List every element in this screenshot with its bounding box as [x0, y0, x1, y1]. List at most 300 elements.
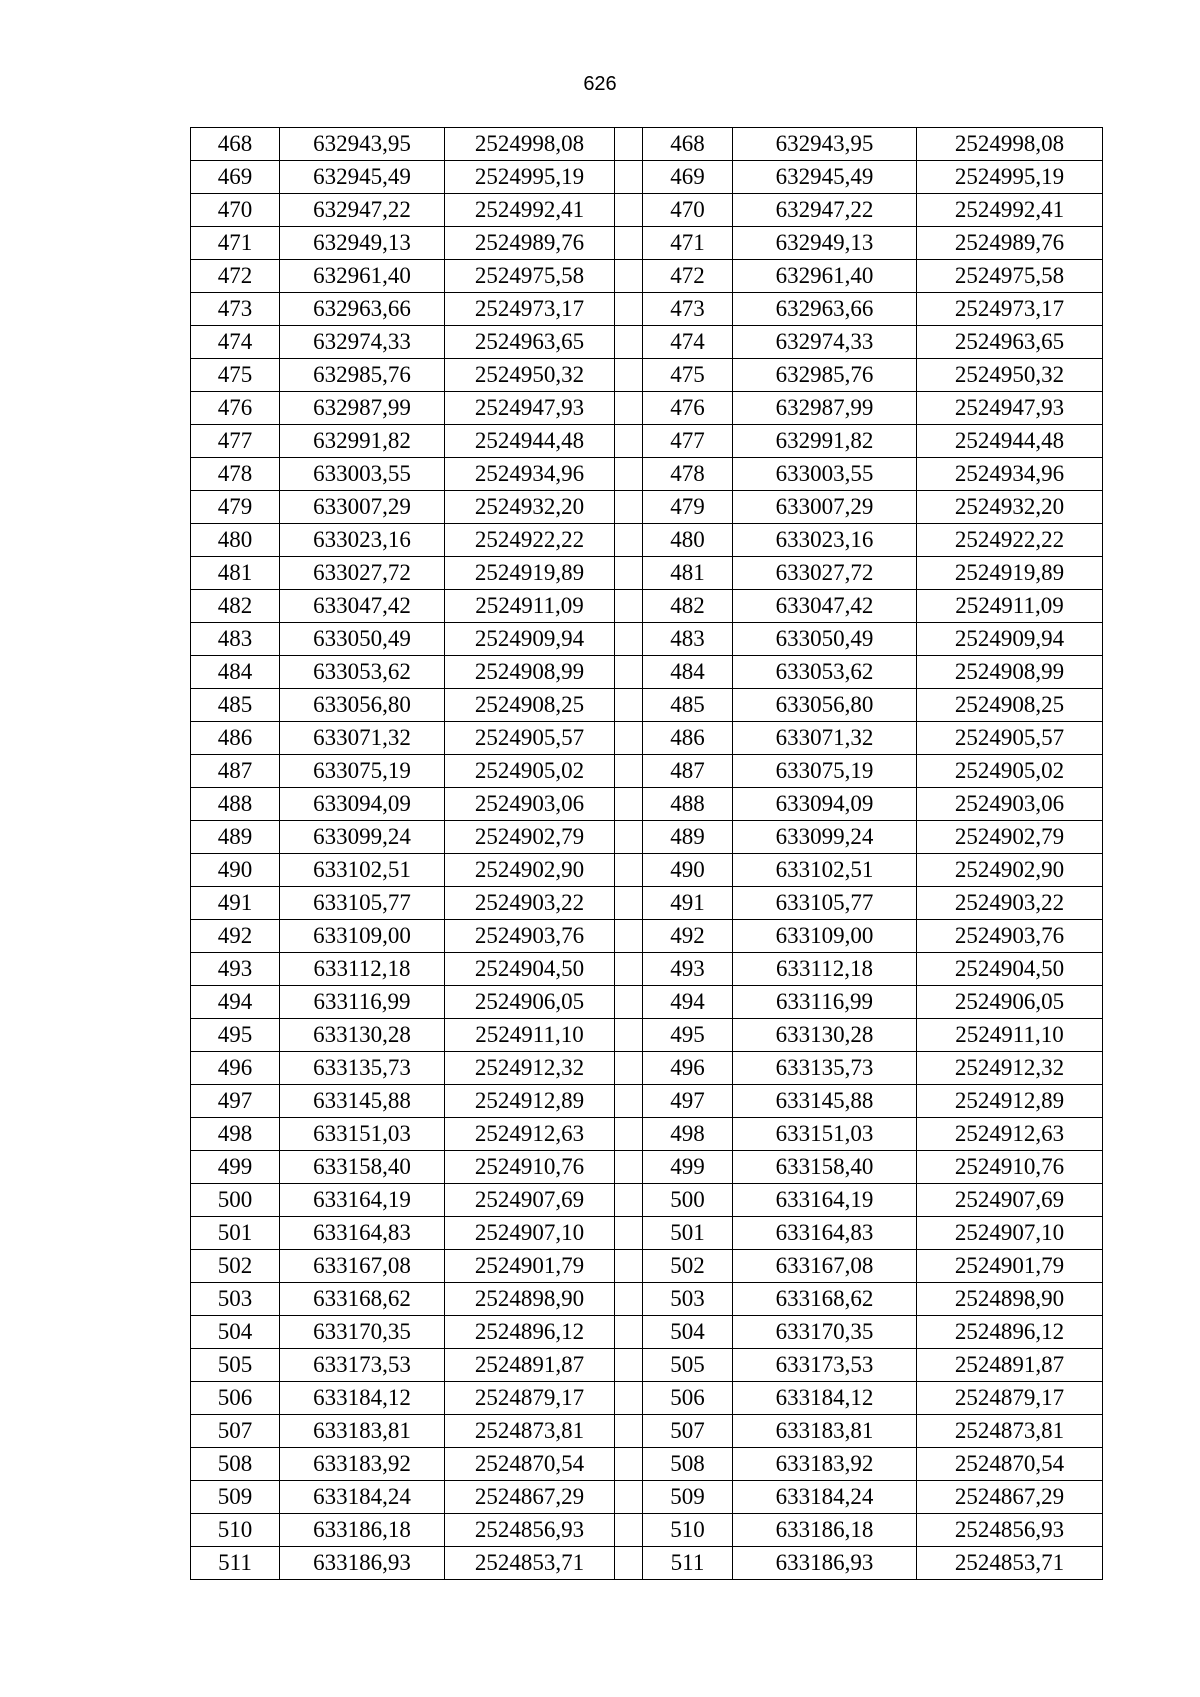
point-number-cell-dup: 472 [643, 260, 733, 293]
x-coordinate-cell-dup: 633183,92 [733, 1448, 917, 1481]
point-number-cell: 496 [191, 1052, 280, 1085]
y-coordinate-cell-dup: 2524896,12 [917, 1316, 1103, 1349]
x-coordinate-cell: 632991,82 [280, 425, 445, 458]
spacer-cell [615, 953, 643, 986]
y-coordinate-cell: 2524908,99 [445, 656, 615, 689]
x-coordinate-cell-dup: 633116,99 [733, 986, 917, 1019]
x-coordinate-cell: 633007,29 [280, 491, 445, 524]
y-coordinate-cell: 2524870,54 [445, 1448, 615, 1481]
spacer-cell [615, 821, 643, 854]
y-coordinate-cell-dup: 2524898,90 [917, 1283, 1103, 1316]
y-coordinate-cell: 2524856,93 [445, 1514, 615, 1547]
point-number-cell-dup: 487 [643, 755, 733, 788]
y-coordinate-cell-dup: 2524908,25 [917, 689, 1103, 722]
x-coordinate-cell: 633047,42 [280, 590, 445, 623]
point-number-cell: 510 [191, 1514, 280, 1547]
x-coordinate-cell-dup: 633170,35 [733, 1316, 917, 1349]
table-row [191, 1151, 1103, 1184]
point-number-cell: 481 [191, 557, 280, 590]
y-coordinate-cell: 2524950,32 [445, 359, 615, 392]
y-coordinate-cell-dup: 2524873,81 [917, 1415, 1103, 1448]
x-coordinate-cell-dup: 633145,88 [733, 1085, 917, 1118]
y-coordinate-cell: 2524934,96 [445, 458, 615, 491]
y-coordinate-cell: 2524907,10 [445, 1217, 615, 1250]
point-number-cell-dup: 484 [643, 656, 733, 689]
y-coordinate-cell-dup: 2524944,48 [917, 425, 1103, 458]
point-number-cell: 497 [191, 1085, 280, 1118]
table-row [191, 491, 1103, 524]
y-coordinate-cell-dup: 2524904,50 [917, 953, 1103, 986]
x-coordinate-cell-dup: 632945,49 [733, 161, 917, 194]
y-coordinate-cell-dup: 2524975,58 [917, 260, 1103, 293]
spacer-cell [615, 128, 643, 161]
x-coordinate-cell-dup: 632985,76 [733, 359, 917, 392]
y-coordinate-cell: 2524907,69 [445, 1184, 615, 1217]
spacer-cell [615, 1217, 643, 1250]
x-coordinate-cell: 633184,24 [280, 1481, 445, 1514]
y-coordinate-cell: 2524922,22 [445, 524, 615, 557]
y-coordinate-cell: 2524947,93 [445, 392, 615, 425]
y-coordinate-cell-dup: 2524906,05 [917, 986, 1103, 1019]
y-coordinate-cell: 2524911,09 [445, 590, 615, 623]
y-coordinate-cell-dup: 2524867,29 [917, 1481, 1103, 1514]
spacer-cell [615, 1151, 643, 1184]
x-coordinate-cell-dup: 633186,93 [733, 1547, 917, 1580]
spacer-cell [615, 1481, 643, 1514]
point-number-cell: 474 [191, 326, 280, 359]
spacer-cell [615, 326, 643, 359]
point-number-cell: 494 [191, 986, 280, 1019]
x-coordinate-cell-dup: 632949,13 [733, 227, 917, 260]
table-row [191, 1481, 1103, 1514]
point-number-cell-dup: 499 [643, 1151, 733, 1184]
table-row [191, 458, 1103, 491]
x-coordinate-cell: 633099,24 [280, 821, 445, 854]
spacer-cell [615, 425, 643, 458]
point-number-cell-dup: 488 [643, 788, 733, 821]
point-number-cell: 511 [191, 1547, 280, 1580]
table-row [191, 689, 1103, 722]
table-row [191, 194, 1103, 227]
spacer-cell [615, 1085, 643, 1118]
table-row [191, 1217, 1103, 1250]
table-row [191, 1448, 1103, 1481]
point-number-cell-dup: 474 [643, 326, 733, 359]
spacer-cell [615, 689, 643, 722]
x-coordinate-cell-dup: 633151,03 [733, 1118, 917, 1151]
y-coordinate-cell-dup: 2524909,94 [917, 623, 1103, 656]
spacer-cell [615, 1514, 643, 1547]
y-coordinate-cell-dup: 2524912,63 [917, 1118, 1103, 1151]
point-number-cell: 505 [191, 1349, 280, 1382]
x-coordinate-cell-dup: 633003,55 [733, 458, 917, 491]
point-number-cell: 483 [191, 623, 280, 656]
point-number-cell-dup: 503 [643, 1283, 733, 1316]
point-number-cell-dup: 477 [643, 425, 733, 458]
point-number-cell: 479 [191, 491, 280, 524]
y-coordinate-cell: 2524902,79 [445, 821, 615, 854]
point-number-cell: 484 [191, 656, 280, 689]
x-coordinate-cell-dup: 633167,08 [733, 1250, 917, 1283]
x-coordinate-cell-dup: 633130,28 [733, 1019, 917, 1052]
table-row [191, 1316, 1103, 1349]
x-coordinate-cell-dup: 633027,72 [733, 557, 917, 590]
y-coordinate-cell-dup: 2524870,54 [917, 1448, 1103, 1481]
y-coordinate-cell: 2524896,12 [445, 1316, 615, 1349]
table-row [191, 1052, 1103, 1085]
point-number-cell: 478 [191, 458, 280, 491]
x-coordinate-cell: 632987,99 [280, 392, 445, 425]
point-number-cell-dup: 507 [643, 1415, 733, 1448]
x-coordinate-cell-dup: 633071,32 [733, 722, 917, 755]
y-coordinate-cell-dup: 2524903,22 [917, 887, 1103, 920]
spacer-cell [615, 887, 643, 920]
x-coordinate-cell-dup: 633158,40 [733, 1151, 917, 1184]
x-coordinate-cell: 633094,09 [280, 788, 445, 821]
y-coordinate-cell-dup: 2524891,87 [917, 1349, 1103, 1382]
table-row [191, 887, 1103, 920]
table-row [191, 1250, 1103, 1283]
spacer-cell [615, 524, 643, 557]
x-coordinate-cell: 633158,40 [280, 1151, 445, 1184]
y-coordinate-cell-dup: 2524973,17 [917, 293, 1103, 326]
spacer-cell [615, 1547, 643, 1580]
x-coordinate-cell: 633183,92 [280, 1448, 445, 1481]
table-row [191, 1349, 1103, 1382]
point-number-cell: 480 [191, 524, 280, 557]
y-coordinate-cell-dup: 2524902,79 [917, 821, 1103, 854]
spacer-cell [615, 392, 643, 425]
x-coordinate-cell: 633186,93 [280, 1547, 445, 1580]
spacer-cell [615, 458, 643, 491]
x-coordinate-cell: 633170,35 [280, 1316, 445, 1349]
x-coordinate-cell-dup: 632974,33 [733, 326, 917, 359]
y-coordinate-cell-dup: 2524905,02 [917, 755, 1103, 788]
y-coordinate-cell-dup: 2524903,06 [917, 788, 1103, 821]
y-coordinate-cell: 2524867,29 [445, 1481, 615, 1514]
x-coordinate-cell: 632974,33 [280, 326, 445, 359]
point-number-cell: 486 [191, 722, 280, 755]
y-coordinate-cell: 2524992,41 [445, 194, 615, 227]
table-row [191, 1118, 1103, 1151]
y-coordinate-cell: 2524902,90 [445, 854, 615, 887]
y-coordinate-cell: 2524910,76 [445, 1151, 615, 1184]
point-number-cell: 492 [191, 920, 280, 953]
point-number-cell-dup: 508 [643, 1448, 733, 1481]
x-coordinate-cell: 633112,18 [280, 953, 445, 986]
x-coordinate-cell-dup: 633164,83 [733, 1217, 917, 1250]
y-coordinate-cell-dup: 2524879,17 [917, 1382, 1103, 1415]
x-coordinate-cell-dup: 633075,19 [733, 755, 917, 788]
table-row [191, 821, 1103, 854]
x-coordinate-cell-dup: 633184,24 [733, 1481, 917, 1514]
y-coordinate-cell-dup: 2524853,71 [917, 1547, 1103, 1580]
point-number-cell-dup: 502 [643, 1250, 733, 1283]
y-coordinate-cell-dup: 2524902,90 [917, 854, 1103, 887]
x-coordinate-cell-dup: 633094,09 [733, 788, 917, 821]
point-number-cell-dup: 497 [643, 1085, 733, 1118]
table-row [191, 1019, 1103, 1052]
point-number-cell: 489 [191, 821, 280, 854]
y-coordinate-cell-dup: 2524919,89 [917, 557, 1103, 590]
y-coordinate-cell: 2524891,87 [445, 1349, 615, 1382]
point-number-cell: 471 [191, 227, 280, 260]
table-row [191, 1415, 1103, 1448]
x-coordinate-cell-dup: 633056,80 [733, 689, 917, 722]
spacer-cell [615, 491, 643, 524]
spacer-cell [615, 1184, 643, 1217]
point-number-cell-dup: 493 [643, 953, 733, 986]
table-row [191, 260, 1103, 293]
spacer-cell [615, 194, 643, 227]
point-number-cell-dup: 471 [643, 227, 733, 260]
point-number-cell-dup: 491 [643, 887, 733, 920]
table-row [191, 1547, 1103, 1580]
table-row [191, 1283, 1103, 1316]
y-coordinate-cell-dup: 2524905,57 [917, 722, 1103, 755]
y-coordinate-cell-dup: 2524932,20 [917, 491, 1103, 524]
point-number-cell-dup: 485 [643, 689, 733, 722]
x-coordinate-cell: 633056,80 [280, 689, 445, 722]
point-number-cell: 487 [191, 755, 280, 788]
x-coordinate-cell: 633151,03 [280, 1118, 445, 1151]
point-number-cell-dup: 510 [643, 1514, 733, 1547]
point-number-cell: 470 [191, 194, 280, 227]
y-coordinate-cell: 2524903,22 [445, 887, 615, 920]
y-coordinate-cell-dup: 2524912,32 [917, 1052, 1103, 1085]
x-coordinate-cell: 633183,81 [280, 1415, 445, 1448]
point-number-cell: 477 [191, 425, 280, 458]
point-number-cell: 508 [191, 1448, 280, 1481]
y-coordinate-cell-dup: 2524901,79 [917, 1250, 1103, 1283]
point-number-cell: 490 [191, 854, 280, 887]
spacer-cell [615, 1382, 643, 1415]
table-row [191, 425, 1103, 458]
point-number-cell: 501 [191, 1217, 280, 1250]
coordinates-table-body [191, 128, 1103, 1580]
y-coordinate-cell-dup: 2524907,10 [917, 1217, 1103, 1250]
x-coordinate-cell: 633164,83 [280, 1217, 445, 1250]
point-number-cell-dup: 490 [643, 854, 733, 887]
x-coordinate-cell-dup: 633050,49 [733, 623, 917, 656]
page-number: 626 [583, 73, 617, 95]
table-row [191, 656, 1103, 689]
table-row [191, 557, 1103, 590]
x-coordinate-cell: 633167,08 [280, 1250, 445, 1283]
x-coordinate-cell-dup: 633099,24 [733, 821, 917, 854]
y-coordinate-cell-dup: 2524950,32 [917, 359, 1103, 392]
table-row [191, 755, 1103, 788]
point-number-cell-dup: 504 [643, 1316, 733, 1349]
x-coordinate-cell-dup: 632987,99 [733, 392, 917, 425]
point-number-cell-dup: 475 [643, 359, 733, 392]
point-number-cell: 476 [191, 392, 280, 425]
point-number-cell-dup: 476 [643, 392, 733, 425]
x-coordinate-cell: 633071,32 [280, 722, 445, 755]
table-row [191, 359, 1103, 392]
y-coordinate-cell-dup: 2524995,19 [917, 161, 1103, 194]
x-coordinate-cell: 633109,00 [280, 920, 445, 953]
y-coordinate-cell-dup: 2524922,22 [917, 524, 1103, 557]
point-number-cell: 498 [191, 1118, 280, 1151]
spacer-cell [615, 1283, 643, 1316]
y-coordinate-cell-dup: 2524911,09 [917, 590, 1103, 623]
y-coordinate-cell: 2524905,57 [445, 722, 615, 755]
y-coordinate-cell-dup: 2524907,69 [917, 1184, 1103, 1217]
y-coordinate-cell-dup: 2524963,65 [917, 326, 1103, 359]
spacer-cell [615, 557, 643, 590]
point-number-cell: 502 [191, 1250, 280, 1283]
table-row [191, 161, 1103, 194]
point-number-cell: 468 [191, 128, 280, 161]
x-coordinate-cell: 633053,62 [280, 656, 445, 689]
y-coordinate-cell: 2524919,89 [445, 557, 615, 590]
x-coordinate-cell: 633130,28 [280, 1019, 445, 1052]
point-number-cell-dup: 501 [643, 1217, 733, 1250]
table-row [191, 920, 1103, 953]
y-coordinate-cell: 2524963,65 [445, 326, 615, 359]
point-number-cell-dup: 509 [643, 1481, 733, 1514]
table-row [191, 293, 1103, 326]
x-coordinate-cell-dup: 633109,00 [733, 920, 917, 953]
y-coordinate-cell: 2524932,20 [445, 491, 615, 524]
point-number-cell: 500 [191, 1184, 280, 1217]
x-coordinate-cell-dup: 632947,22 [733, 194, 917, 227]
coordinates-table [190, 127, 1103, 1580]
point-number-cell: 495 [191, 1019, 280, 1052]
point-number-cell-dup: 483 [643, 623, 733, 656]
y-coordinate-cell: 2524912,89 [445, 1085, 615, 1118]
x-coordinate-cell: 632947,22 [280, 194, 445, 227]
table-row [191, 788, 1103, 821]
spacer-cell [615, 590, 643, 623]
x-coordinate-cell: 633173,53 [280, 1349, 445, 1382]
point-number-cell-dup: 495 [643, 1019, 733, 1052]
point-number-cell-dup: 481 [643, 557, 733, 590]
x-coordinate-cell-dup: 632991,82 [733, 425, 917, 458]
x-coordinate-cell: 633135,73 [280, 1052, 445, 1085]
y-coordinate-cell: 2524908,25 [445, 689, 615, 722]
point-number-cell: 504 [191, 1316, 280, 1349]
spacer-cell [615, 986, 643, 1019]
x-coordinate-cell: 633050,49 [280, 623, 445, 656]
point-number-cell-dup: 494 [643, 986, 733, 1019]
spacer-cell [615, 227, 643, 260]
x-coordinate-cell: 633075,19 [280, 755, 445, 788]
y-coordinate-cell-dup: 2524910,76 [917, 1151, 1103, 1184]
y-coordinate-cell: 2524879,17 [445, 1382, 615, 1415]
point-number-cell-dup: 496 [643, 1052, 733, 1085]
y-coordinate-cell: 2524903,06 [445, 788, 615, 821]
point-number-cell-dup: 479 [643, 491, 733, 524]
y-coordinate-cell: 2524912,63 [445, 1118, 615, 1151]
x-coordinate-cell-dup: 633183,81 [733, 1415, 917, 1448]
x-coordinate-cell-dup: 633102,51 [733, 854, 917, 887]
table-row [191, 986, 1103, 1019]
table-row [191, 953, 1103, 986]
table-row [191, 1085, 1103, 1118]
point-number-cell-dup: 498 [643, 1118, 733, 1151]
point-number-cell: 469 [191, 161, 280, 194]
x-coordinate-cell-dup: 633047,42 [733, 590, 917, 623]
spacer-cell [615, 788, 643, 821]
x-coordinate-cell: 633145,88 [280, 1085, 445, 1118]
x-coordinate-cell: 633027,72 [280, 557, 445, 590]
x-coordinate-cell: 633186,18 [280, 1514, 445, 1547]
x-coordinate-cell-dup: 633164,19 [733, 1184, 917, 1217]
spacer-cell [615, 1019, 643, 1052]
table-row [191, 623, 1103, 656]
table-row [191, 722, 1103, 755]
spacer-cell [615, 854, 643, 887]
point-number-cell: 503 [191, 1283, 280, 1316]
table-row [191, 854, 1103, 887]
y-coordinate-cell-dup: 2524912,89 [917, 1085, 1103, 1118]
y-coordinate-cell-dup: 2524992,41 [917, 194, 1103, 227]
point-number-cell: 509 [191, 1481, 280, 1514]
y-coordinate-cell: 2524975,58 [445, 260, 615, 293]
point-number-cell: 472 [191, 260, 280, 293]
x-coordinate-cell: 633105,77 [280, 887, 445, 920]
x-coordinate-cell: 632949,13 [280, 227, 445, 260]
x-coordinate-cell-dup: 633105,77 [733, 887, 917, 920]
y-coordinate-cell: 2524911,10 [445, 1019, 615, 1052]
x-coordinate-cell-dup: 632943,95 [733, 128, 917, 161]
spacer-cell [615, 1349, 643, 1382]
x-coordinate-cell: 633184,12 [280, 1382, 445, 1415]
spacer-cell [615, 359, 643, 392]
point-number-cell-dup: 470 [643, 194, 733, 227]
spacer-cell [615, 260, 643, 293]
point-number-cell-dup: 469 [643, 161, 733, 194]
table-row [191, 392, 1103, 425]
y-coordinate-cell-dup: 2524989,76 [917, 227, 1103, 260]
x-coordinate-cell-dup: 633023,16 [733, 524, 917, 557]
x-coordinate-cell-dup: 633184,12 [733, 1382, 917, 1415]
y-coordinate-cell-dup: 2524998,08 [917, 128, 1103, 161]
point-number-cell: 506 [191, 1382, 280, 1415]
point-number-cell-dup: 500 [643, 1184, 733, 1217]
y-coordinate-cell: 2524995,19 [445, 161, 615, 194]
x-coordinate-cell-dup: 633135,73 [733, 1052, 917, 1085]
y-coordinate-cell-dup: 2524911,10 [917, 1019, 1103, 1052]
point-number-cell: 473 [191, 293, 280, 326]
x-coordinate-cell: 632945,49 [280, 161, 445, 194]
y-coordinate-cell: 2524903,76 [445, 920, 615, 953]
point-number-cell: 485 [191, 689, 280, 722]
x-coordinate-cell: 632985,76 [280, 359, 445, 392]
x-coordinate-cell: 633102,51 [280, 854, 445, 887]
point-number-cell-dup: 473 [643, 293, 733, 326]
y-coordinate-cell: 2524901,79 [445, 1250, 615, 1283]
spacer-cell [615, 1118, 643, 1151]
spacer-cell [615, 1250, 643, 1283]
y-coordinate-cell: 2524973,17 [445, 293, 615, 326]
x-coordinate-cell-dup: 633007,29 [733, 491, 917, 524]
x-coordinate-cell-dup: 633053,62 [733, 656, 917, 689]
x-coordinate-cell-dup: 633173,53 [733, 1349, 917, 1382]
x-coordinate-cell-dup: 633186,18 [733, 1514, 917, 1547]
x-coordinate-cell: 633168,62 [280, 1283, 445, 1316]
y-coordinate-cell: 2524873,81 [445, 1415, 615, 1448]
spacer-cell [615, 656, 643, 689]
point-number-cell-dup: 492 [643, 920, 733, 953]
y-coordinate-cell: 2524909,94 [445, 623, 615, 656]
y-coordinate-cell-dup: 2524903,76 [917, 920, 1103, 953]
y-coordinate-cell: 2524912,32 [445, 1052, 615, 1085]
x-coordinate-cell: 633116,99 [280, 986, 445, 1019]
x-coordinate-cell: 633003,55 [280, 458, 445, 491]
